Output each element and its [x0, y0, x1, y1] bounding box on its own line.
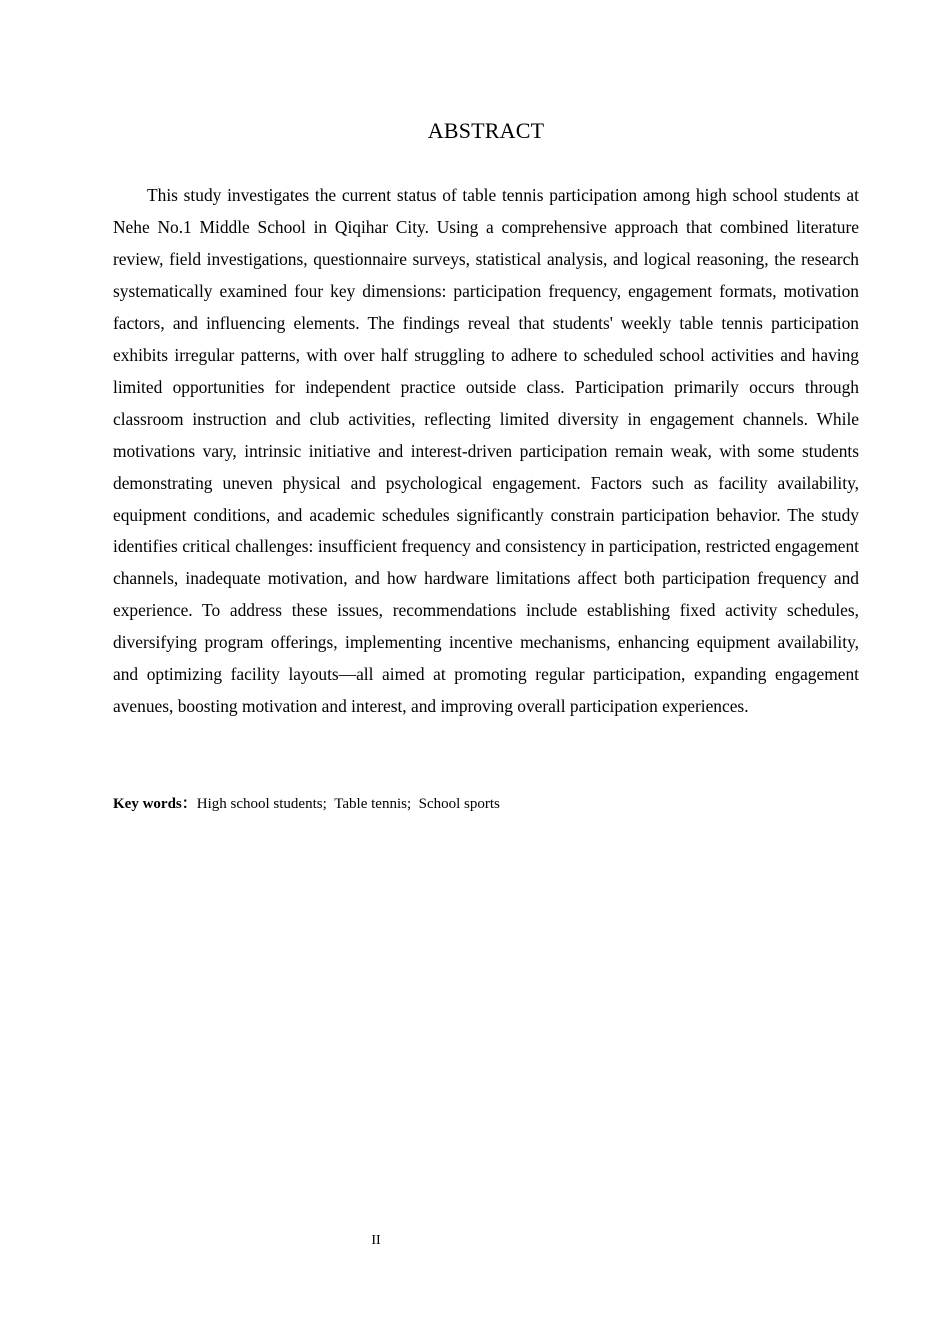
- page-number: II: [371, 1233, 381, 1248]
- keyword-item: School sports: [418, 796, 500, 812]
- abstract-title: ABSTRACT: [427, 118, 545, 143]
- abstract-body: This study investigates the current status of table tennis participation among high school students at Nehe No.1 Middle School in Qiqihar City. Using a comprehensive approach that combined literature review, field investigations, questionnaire surveys, statistical analysis, and logical reasoning, the research systematically examined four key dimensions: participation frequency, engagement formats, motivation factors, and influencing elements. The findings reveal that students' weekly table tennis participation exhibits irregular patterns, with over half struggling to adhere to scheduled school activities and having limited opportunities for independent practice outside class. Participation primarily occurs through classroom instruction and club activities, reflecting limited diversity in engagement channels. While motivations vary, intrinsic initiative and interest-driven participation remain weak, with some students demonstrating uneven physical and psychological engagement. Factors such as facility availability, equipment conditions, and academic schedules significantly constrain participation behavior. The study identifies critical challenges: insufficient frequency and consistency in participation, restricted engagement channels, inadequate motivation, and how hardware limitations affect both participation frequency and experience. To address these issues, recommendations include establishing fixed activity schedules, diversifying program offerings, implementing incentive mechanisms, enhancing equipment availability, and optimizing facility layouts—all aimed at promoting regular participation, expanding engagement avenues, boosting motivation and interest, and improving overall participation experiences.: [113, 185, 859, 717]
- keyword-item: Table tennis;: [334, 796, 412, 812]
- keywords-label: Key words: [113, 796, 182, 812]
- keywords-separator: ：: [181, 796, 197, 812]
- keyword-item: High school students;: [196, 796, 327, 812]
- keywords-line: [113, 792, 859, 816]
